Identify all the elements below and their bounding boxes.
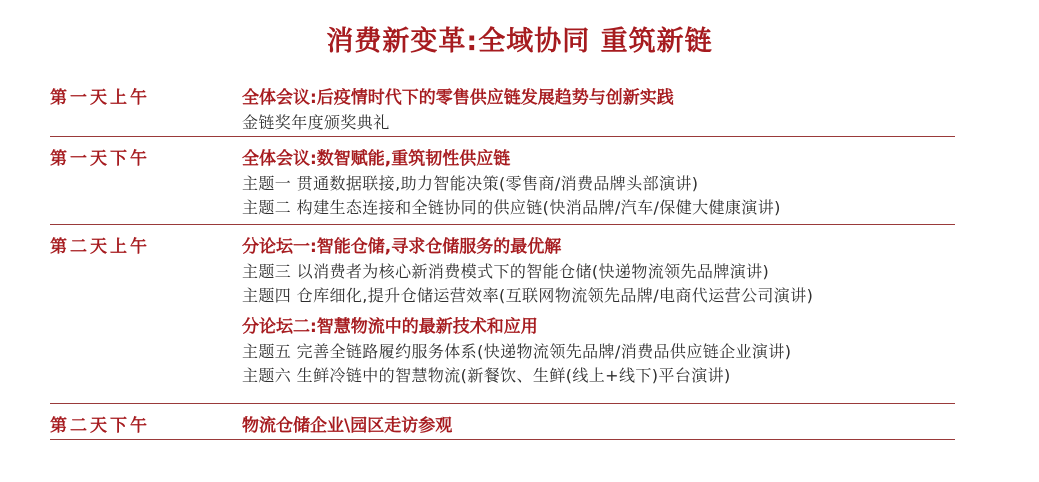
session-day2-afternoon (50, 413, 955, 440)
session-content (242, 85, 1002, 135)
sub-forum-block (242, 314, 1002, 388)
session-content (242, 234, 1002, 388)
session-line: 主题二 构建生态连接和全链协同的供应链(快消品牌/汽车/保健大健康演讲) (242, 198, 781, 217)
divider-line (50, 136, 955, 137)
session-line: 主题五 完善全链路履约服务体系(快递物流领先品牌/消费品供应链企业演讲) (242, 342, 792, 361)
session-heading: 分论坛二:智慧物流中的最新技术和应用 (242, 317, 538, 337)
session-line: 主题六 生鲜冷链中的智慧物流(新餐饮、生鲜(线上+线下)平台演讲) (242, 366, 731, 385)
day-label: 第一天上午 (50, 88, 150, 108)
divider-line (50, 224, 955, 225)
day-label: 第二天下午 (50, 416, 150, 436)
session-content (242, 146, 1002, 220)
divider-line (50, 439, 955, 440)
session-line: 主题一 贯通数据联接,助力智能决策(零售商/消费品牌头部演讲) (242, 174, 699, 193)
session-line: 主题四 仓库细化,提升仓储运营效率(互联网物流领先品牌/电商代运营公司演讲) (242, 286, 814, 305)
day-label: 第二天上午 (50, 237, 150, 257)
session-heading: 物流仓储企业\园区走访参观 (242, 416, 453, 436)
page-title: 消费新变革:全域协同 重筑新链 (326, 26, 713, 57)
session-heading: 全体会议:数智赋能,重筑韧性供应链 (242, 149, 511, 169)
session-content (242, 413, 1002, 439)
session-line: 主题三 以消费者为核心新消费模式下的智能仓储(快递物流领先品牌演讲) (242, 262, 770, 281)
day-label: 第一天下午 (50, 149, 150, 169)
session-day1-afternoon (50, 146, 955, 225)
divider-line (50, 403, 955, 404)
session-day1-morning (50, 85, 955, 137)
session-heading: 全体会议:后疫情时代下的零售供应链发展趋势与创新实践 (242, 88, 674, 108)
session-day2-morning (50, 234, 955, 404)
session-line: 金链奖年度颁奖典礼 (242, 113, 390, 132)
session-heading: 分论坛一:智能仓储,寻求仓储服务的最优解 (242, 237, 562, 257)
